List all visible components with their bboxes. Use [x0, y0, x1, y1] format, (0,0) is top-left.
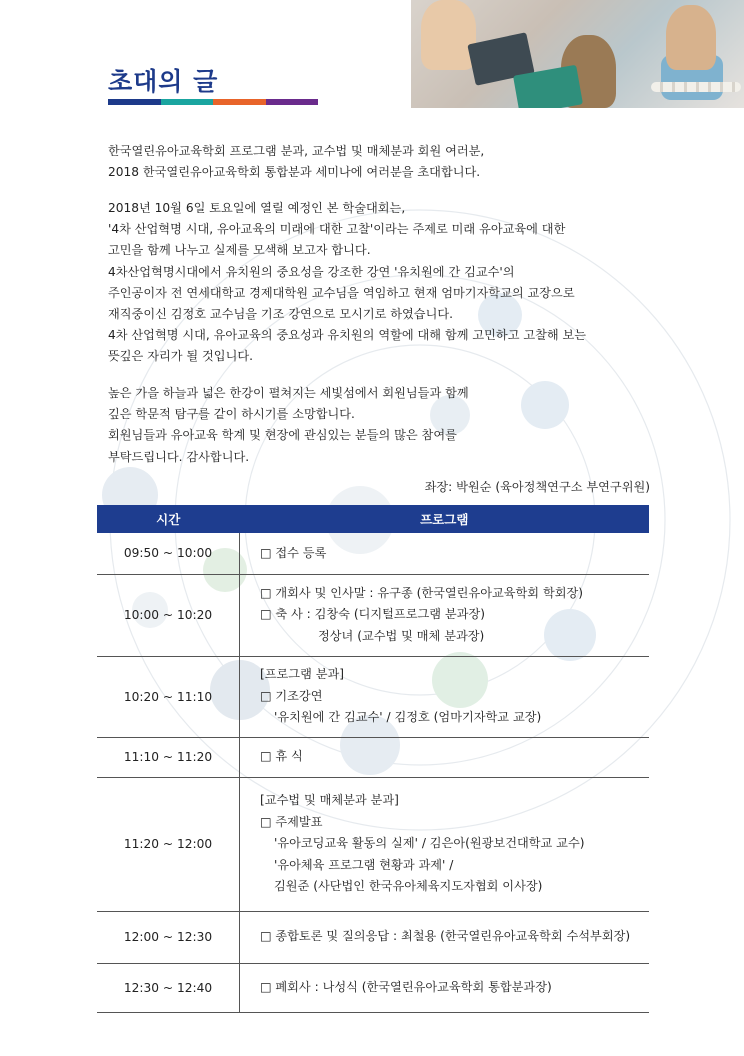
text-line: 4차산업혁명시대에서 유치원의 중요성을 강조한 강연 '유치원에 간 김교수'의 [108, 264, 515, 279]
title-bar-segment [266, 99, 319, 105]
table-row [97, 963, 649, 1012]
program-line: □ 기조강연 [260, 688, 323, 703]
text-line: 주인공이자 전 연세대학교 경제대학원 교수님을 역임하고 현재 엄마기자학교의 교장으로 [108, 285, 575, 300]
text-line: 4차 산업혁명 시대, 유아교육의 중요성과 유치원의 역할에 대해 함께 고민하고 고찰해 보는 [108, 328, 587, 343]
program-cell [240, 963, 650, 1012]
program-line: □ 종합토론 및 질의응답 : 최철용 (한국열린유아교육학회 수석부회장) [260, 929, 631, 944]
table-row [97, 533, 649, 574]
table-row [97, 737, 649, 777]
table-row [97, 656, 649, 737]
header-time: 시간 [97, 505, 240, 533]
program-cell [240, 574, 650, 656]
program-cell [240, 911, 650, 963]
title-bar-segment [161, 99, 214, 105]
text-line: 재직중이신 김정호 교수님을 기조 강연으로 모시기로 하였습니다. [108, 306, 453, 321]
time-cell: 12:30 ~ 12:40 [97, 963, 240, 1012]
table-row [97, 777, 649, 911]
program-line: □ 개회사 및 인사말 : 유구종 (한국열린유아교육학회 학회장) [260, 585, 584, 600]
time-cell: 10:20 ~ 11:10 [97, 656, 240, 737]
program-line: □ 주제발표 [260, 814, 323, 829]
time-cell: 11:10 ~ 11:20 [97, 737, 240, 777]
program-cell [240, 737, 650, 777]
program-cell [240, 656, 650, 737]
time-cell: 10:00 ~ 10:20 [97, 574, 240, 656]
text-line: 회원님들과 유아교육 학계 및 현장에 관심있는 분들의 많은 참여를 [108, 428, 457, 443]
program-line: □ 휴 식 [260, 749, 303, 764]
time-cell: 12:00 ~ 12:30 [97, 911, 240, 963]
program-line: 김원준 (사단법인 한국유아체육지도자협회 이사장) [274, 879, 543, 894]
text-line: 부탁드립니다. 감사합니다. [108, 449, 250, 464]
text-line: 높은 가을 하늘과 넓은 한강이 펼쳐지는 세빛섬에서 회원님들과 함께 [108, 386, 469, 400]
program-line: [프로그램 분과] [260, 667, 345, 682]
program-line: □ 접수 등록 [260, 545, 327, 560]
text-line: 뜻깊은 자리가 될 것입니다. [108, 349, 254, 364]
schedule-table [97, 505, 649, 1013]
program-line: □ 폐회사 : 나성식 (한국열린유아교육학회 통합분과장) [260, 979, 552, 994]
program-cell [240, 533, 650, 574]
chair-credit: 좌장: 박원순 (육아정책연구소 부연구위원) [424, 480, 650, 494]
program-line: '유아코딩교육 활동의 실제' / 김은아(원광보건대학교 교수) [274, 836, 585, 851]
text-line: 깊은 학문적 탐구를 같이 하시기를 소망합니다. [108, 407, 355, 422]
time-cell: 09:50 ~ 10:00 [97, 533, 240, 574]
intro-paragraph-3 [108, 383, 469, 468]
text-line: 고민을 함께 나누고 실제를 모색해 보고자 합니다. [108, 243, 371, 258]
program-cell [240, 777, 650, 911]
header-program: 프로그램 [240, 505, 650, 533]
program-line: '유아체육 프로그램 현황과 과제' / [274, 857, 454, 872]
program-line: 정상녀 (교수법 및 매체 분과장) [318, 628, 485, 643]
table-row [97, 911, 649, 963]
program-line: □ 축 사 : 김창숙 (디지털프로그램 분과장) [260, 607, 485, 622]
header-photo [411, 0, 744, 108]
program-line: '유치원에 간 김교수' / 김정호 (엄마기자학교 교장) [274, 710, 542, 725]
monitor-icon [521, 381, 569, 429]
title-bar-segment [108, 99, 161, 105]
text-line: 2018 한국열린유아교육학회 통합분과 세미나에 여러분을 초대합니다. [108, 165, 481, 180]
page-title: 초대의 글 [108, 67, 219, 96]
title-color-bar [108, 99, 318, 105]
text-line: '4차 산업혁명 시대, 유아교육의 미래에 대한 고찰'이라는 주제로 미래 유아교육에 대한 [108, 222, 566, 237]
program-line: [교수법 및 매체분과 분과] [260, 793, 399, 808]
time-cell: 11:20 ~ 12:00 [97, 777, 240, 911]
intro-paragraph-1 [108, 141, 484, 183]
intro-paragraph-2 [108, 198, 586, 368]
table-row [97, 574, 649, 656]
table-header-row [97, 505, 649, 533]
text-line: 한국열린유아교육학회 프로그램 분과, 교수법 및 매체분과 회원 여러분, [108, 144, 485, 158]
title-bar-segment [213, 99, 266, 105]
text-line: 2018년 10월 6일 토요일에 열릴 예정인 본 학술대회는, [108, 201, 406, 215]
